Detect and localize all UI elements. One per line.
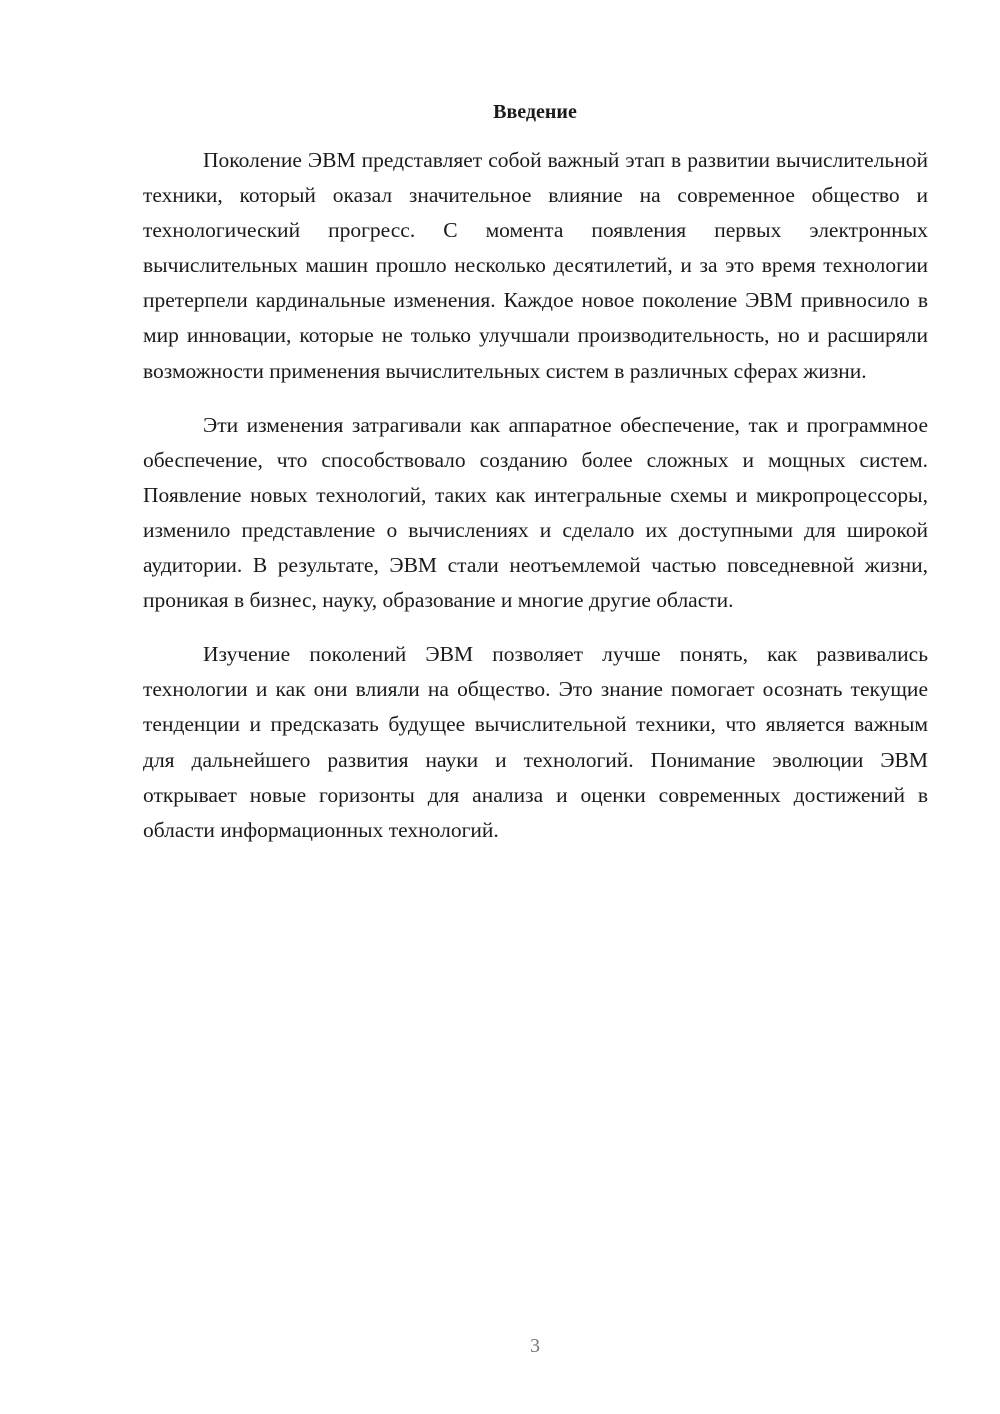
document-body (143, 143, 928, 867)
paragraph-2: Эти изменения затрагивали как аппаратное обеспечение, так и программное обеспечение, что способствовало созданию более сложных и мощных систем. Появление новых технологий, таких как интегральные схемы и микропроцессоры, изменило представление о вычислениях и сделало их доступными для широкой аудитории. В результате, ЭВМ стали неотъемлемой частью повседневной жизни, проникая в бизнес, науку, образование и многие другие области. (143, 412, 928, 613)
page-number: 3 (530, 1335, 540, 1357)
paragraph-3: Изучение поколений ЭВМ позволяет лучше понять, как развивались технологии и как они влияли на общество. Это знание помогает осознать текущие тенденции и предсказать будущее вычислительной техники, что является важным для дальнейшего развития науки и технологий. Понимание эволюции ЭВМ открывает новые горизонты для анализа и оценки современных достижений в области информационных технологий. (143, 642, 928, 842)
paragraph-1: Поколение ЭВМ представляет собой важный этап в развитии вычислительной техники, который оказал значительное влияние на современное общество и технологический прогресс. С момента появления первых электронных вычислительных машин прошло несколько десятилетий, и за это время технологии претерпели кардинальные изменения. Каждое новое поколение ЭВМ привносило в мир инновации, которые не только улучшали производительность, но и расширяли возможности применения вычислительных систем в различных сферах жизни. (143, 148, 928, 383)
page-title: Введение (493, 101, 577, 123)
